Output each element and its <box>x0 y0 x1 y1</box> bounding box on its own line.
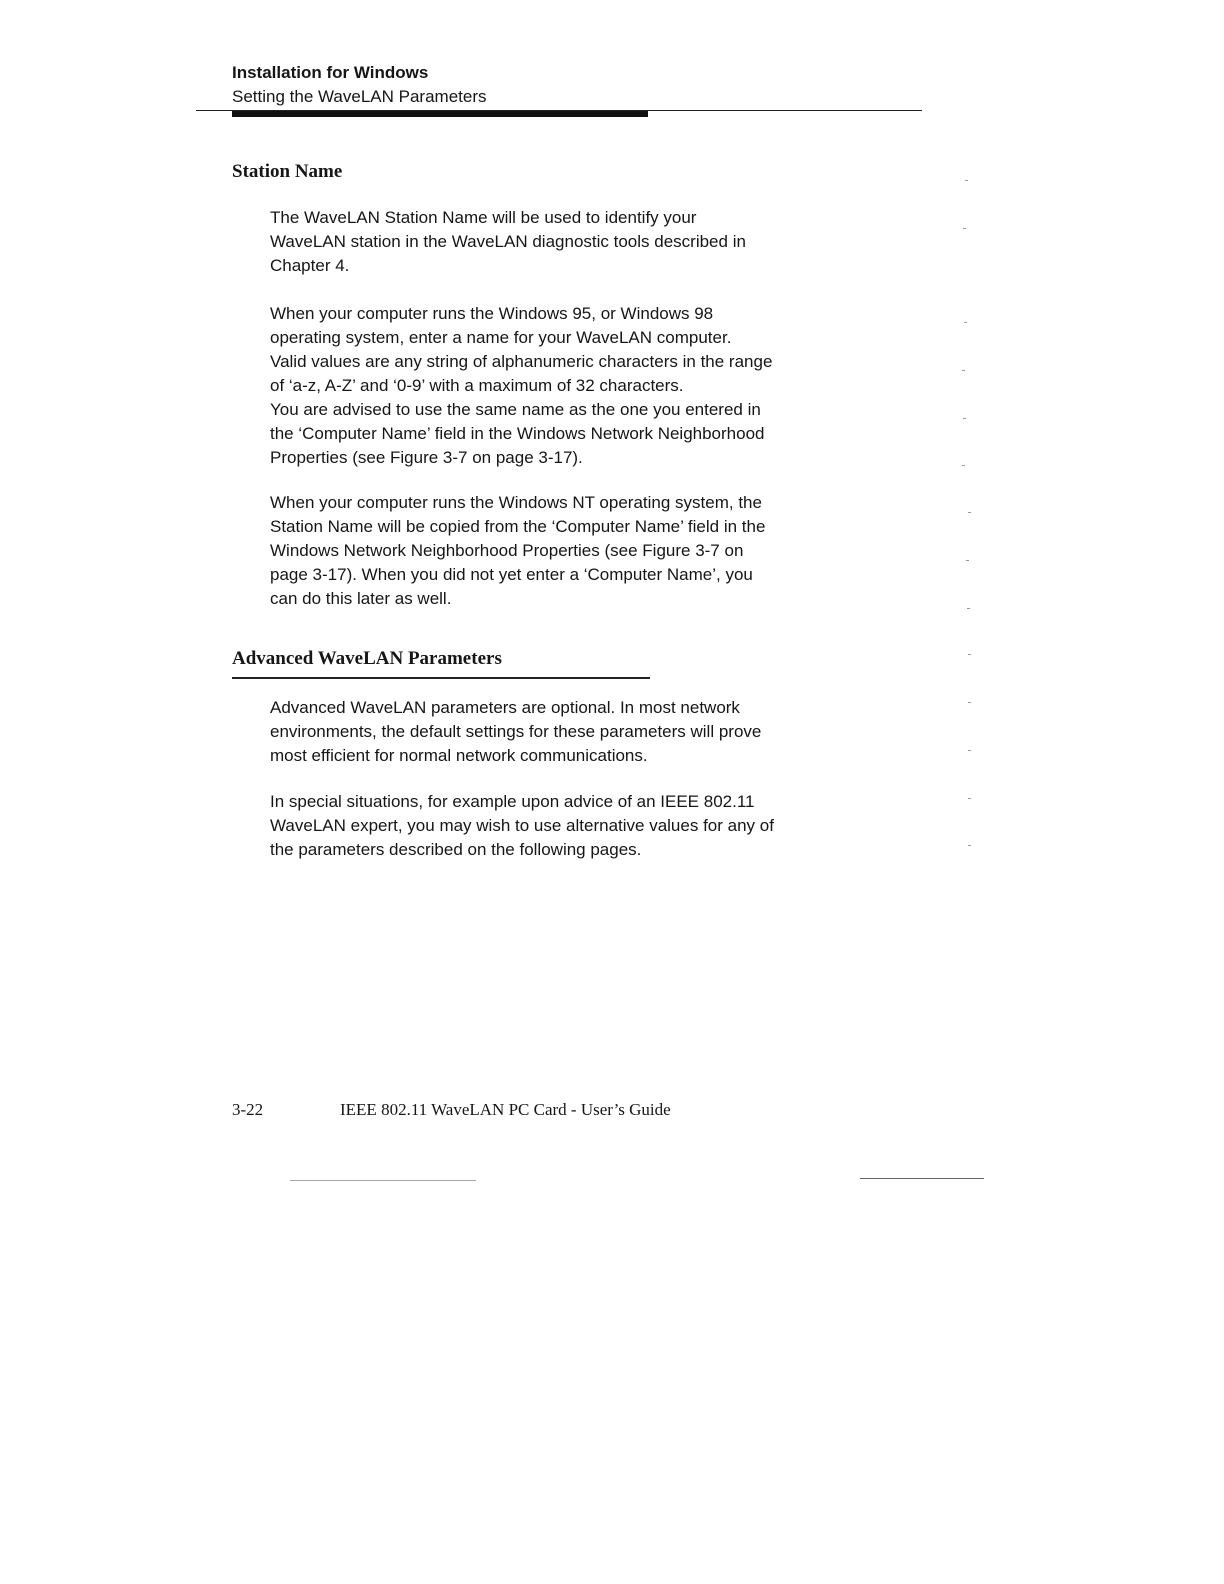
header-rule-bar <box>232 111 648 117</box>
scan-mark <box>968 845 971 846</box>
paragraph <box>270 491 870 611</box>
heading-underline <box>232 677 650 679</box>
header-title: Installation for Windows <box>232 63 429 82</box>
scan-mark <box>966 560 969 561</box>
scan-mark <box>963 228 966 229</box>
text-line: The WaveLAN Station Name will be used to identify your <box>270 208 697 227</box>
scan-mark <box>968 750 971 751</box>
text-line: Windows Network Neighborhood Properties (see Figure 3-7 on <box>270 541 744 560</box>
scan-mark <box>968 798 971 799</box>
text-line: You are advised to use the same name as the one you entered in <box>270 400 761 419</box>
text-line: environments, the default settings for these parameters will prove <box>270 722 762 741</box>
scan-mark <box>967 608 970 609</box>
text-line: Properties (see Figure 3-7 on page 3-17). <box>270 448 583 467</box>
scan-line <box>860 1178 984 1179</box>
scan-line <box>290 1180 476 1181</box>
header-subtitle: Setting the WaveLAN Parameters <box>232 87 487 106</box>
paragraph <box>270 696 870 768</box>
scan-mark <box>964 322 967 323</box>
paragraph <box>270 206 870 278</box>
text-line: WaveLAN station in the WaveLAN diagnostic tools described in <box>270 232 746 251</box>
scan-mark <box>968 654 971 655</box>
text-line: Advanced WaveLAN parameters are optional. In most network <box>270 698 740 717</box>
text-line: page 3-17). When you did not yet enter a ‘Computer Name’, you <box>270 565 753 584</box>
text-line: Chapter 4. <box>270 256 350 275</box>
advanced-parameters-heading: Advanced WaveLAN Parameters <box>232 648 502 669</box>
text-line: of ‘a-z, A-Z’ and ‘0-9’ with a maximum of 32 characters. <box>270 376 684 395</box>
scan-mark <box>968 512 971 513</box>
text-line: can do this later as well. <box>270 589 452 608</box>
text-line: In special situations, for example upon advice of an IEEE 802.11 <box>270 792 755 811</box>
scan-mark <box>963 418 966 419</box>
text-line: most efficient for normal network communications. <box>270 746 648 765</box>
station-name-heading: Station Name <box>232 161 343 182</box>
paragraph <box>270 302 870 470</box>
scan-mark <box>965 180 968 181</box>
paragraph <box>270 790 870 862</box>
text-line: When your computer runs the Windows NT operating system, the <box>270 493 762 512</box>
text-line: the ‘Computer Name’ field in the Windows Network Neighborhood <box>270 424 765 443</box>
text-line: Station Name will be copied from the ‘Computer Name’ field in the <box>270 517 766 536</box>
text-line: the parameters described on the following pages. <box>270 840 642 859</box>
text-line: WaveLAN expert, you may wish to use alternative values for any of <box>270 816 774 835</box>
text-line: When your computer runs the Windows 95, or Windows 98 <box>270 304 714 323</box>
page-number: 3-22 <box>232 1100 264 1119</box>
text-line: Valid values are any string of alphanumeric characters in the range <box>270 352 773 371</box>
scan-mark <box>962 465 965 466</box>
text-line: operating system, enter a name for your WaveLAN computer. <box>270 328 732 347</box>
scan-mark <box>968 702 971 703</box>
scan-mark <box>962 370 965 371</box>
footer-title: IEEE 802.11 WaveLAN PC Card - User’s Guide <box>340 1100 671 1119</box>
